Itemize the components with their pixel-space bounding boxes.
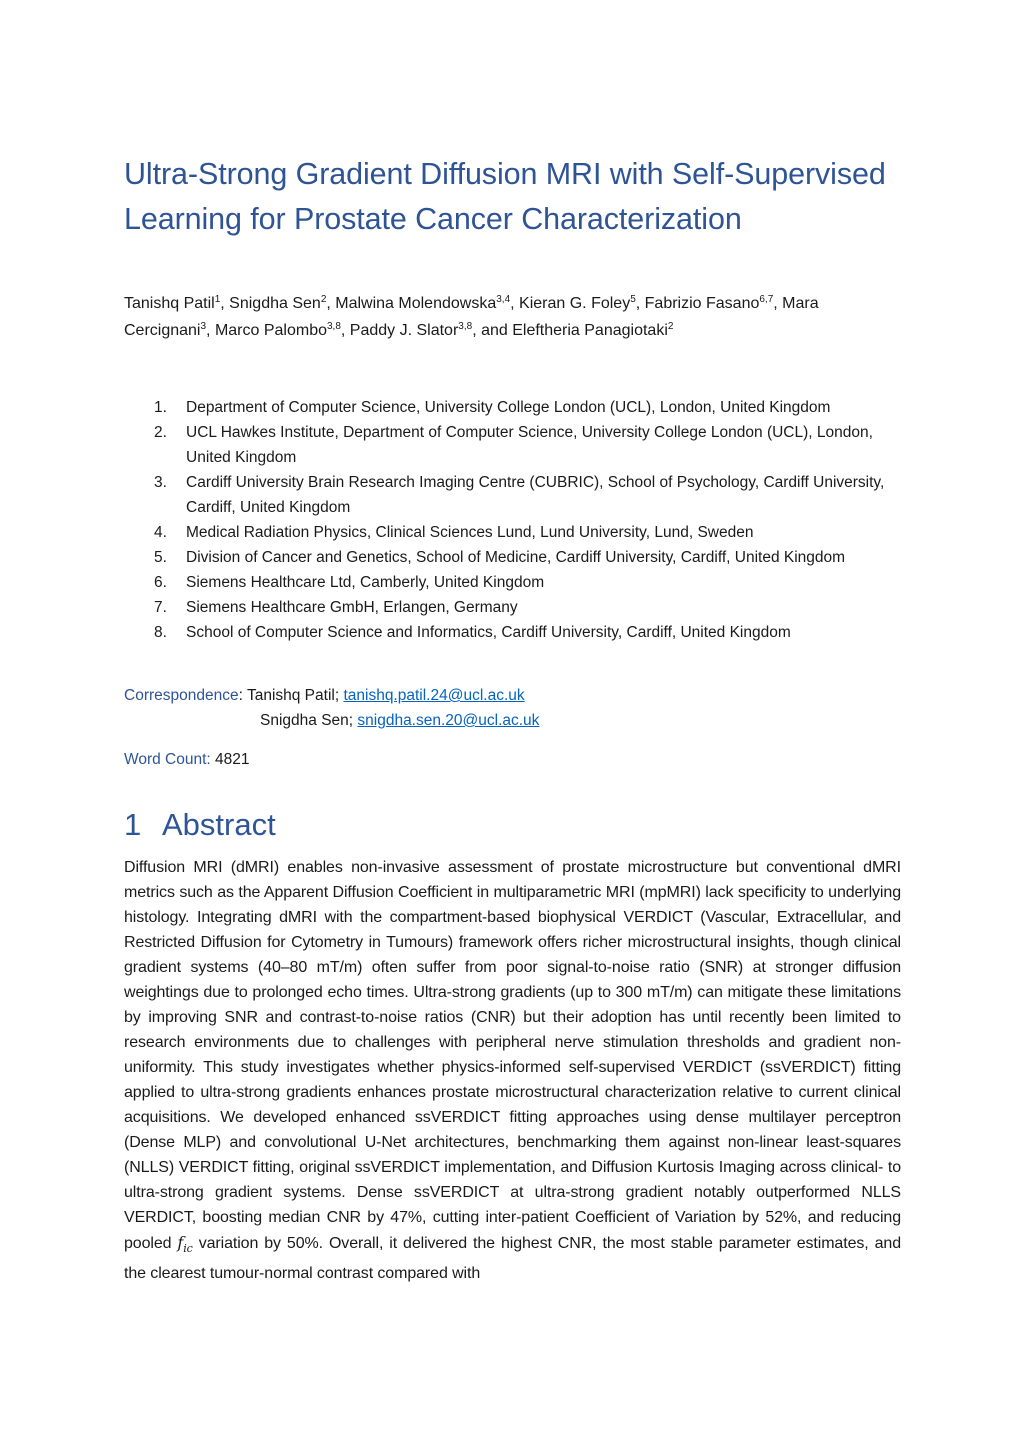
- author-separator: ,: [206, 322, 215, 339]
- affiliation-item: [124, 595, 901, 620]
- affiliation-text: Cardiff University Brain Research Imaging Centre (CUBRIC), School of Psychology, Cardiff University, Cardiff, United Kingdom: [186, 474, 885, 516]
- author-name: Kieran G. Foley: [519, 295, 631, 312]
- word-count-value: 4821: [215, 751, 250, 768]
- abstract-paragraph: [124, 855, 901, 1286]
- author-name: Tanishq Patil: [124, 295, 215, 312]
- affiliation-text: Siemens Healthcare GmbH, Erlangen, Germany: [186, 599, 518, 616]
- affiliation-list: [124, 395, 901, 645]
- math-symbol: f: [177, 1233, 184, 1252]
- section-title: Abstract: [162, 807, 276, 842]
- email-link-1[interactable]: tanishq.patil.24@ucl.ac.uk: [343, 687, 525, 704]
- author-affiliation-marker: 2: [667, 321, 674, 332]
- author-affiliation-marker: 5: [630, 294, 636, 305]
- math-f-ic: [177, 1233, 193, 1256]
- author-name: Fabrizio Fasano: [644, 295, 760, 312]
- affiliation-text: Siemens Healthcare Ltd, Camberly, United Kingdom: [186, 574, 545, 591]
- author-affiliation-marker: 1: [214, 294, 221, 305]
- author-name: Marco Palombo: [214, 322, 327, 339]
- word-count: [124, 747, 250, 772]
- author-name: Malwina Molendowska: [335, 295, 497, 312]
- author-separator: ,: [340, 322, 350, 339]
- affiliation-text: Medical Radiation Physics, Clinical Sciences Lund, Lund University, Lund, Sweden: [186, 524, 754, 541]
- affiliation-text: UCL Hawkes Institute, Department of Computer Science, University College London (UCL), London, United Kingdom: [186, 424, 873, 466]
- author-list: [124, 290, 901, 344]
- affiliation-number: 5.: [154, 549, 167, 566]
- affiliation-number: 4.: [154, 524, 167, 541]
- word-count-label: Word Count:: [124, 751, 211, 768]
- author-separator: ,: [220, 295, 230, 312]
- author-separator: ,: [773, 295, 783, 312]
- correspondence-block: [124, 683, 901, 733]
- author-name: Mara Cercignani: [124, 295, 819, 339]
- paper-title: [124, 152, 924, 242]
- author-affiliation-marker: 3,8: [326, 321, 341, 332]
- affiliation-number: 7.: [154, 599, 167, 616]
- author-separator: ,: [326, 295, 336, 312]
- correspondence-name-2: Snigdha Sen;: [260, 712, 358, 729]
- author-affiliation-marker: 3,8: [458, 321, 473, 332]
- author-affiliation-marker: 2: [320, 294, 327, 305]
- affiliation-item: [124, 570, 901, 595]
- correspondence-name-1: Tanishq Patil;: [246, 687, 344, 704]
- affiliation-item: [124, 420, 901, 470]
- author-name: Snigdha Sen: [229, 295, 321, 312]
- author-affiliation-marker: 3,4: [496, 294, 511, 305]
- abstract-text-part-1: Diffusion MRI (dMRI) enables non-invasive assessment of prostate microstructure but conventional dMRI metrics such as the Apparent Diffusion Coefficient in multiparametric MRI (mpMRI) lack specificity to underlying histology. Integrating dMRI with the compartment-based biophysical VERDICT (Vascular, Extracellular, and Restricted Diffusion for Cytometry in Tumours) framework offers richer microstructural insights, though clinical gradient systems (40–80 mT/m) often suffer from poor signal-to-noise ratio (SNR) at stronger diffusion weightings due to prolonged echo times. Ultra-strong gradients (up to 300 mT/m) can mitigate these limitations by improving SNR and contrast-to-noise ratios (CNR) but their adoption has until recently been limited to research environments due to challenges with peripheral nerve stimulation thresholds and gradient non-uniformity. This study investigates whether physics-informed self-supervised VERDICT (ssVERDICT) fitting applied to ultra-strong gradients enhances prostate microstructural characterization relative to current clinical acquisitions. We developed enhanced ssVERDICT fitting approaches using dense multilayer perceptron (Dense MLP) and convolutional U-Net architectures, benchmarking them against non-linear least-squares (NLLS) VERDICT fitting, original ssVERDICT implementation, and Diffusion Kurtosis Imaging across clinical- to ultra-strong gradient systems. Dense ssVERDICT at ultra-strong gradient notably outperformed NLLS VERDICT, boosting median CNR by 47%, cutting inter-patient Coefficient of Variation by 52%, and reducing pooled: [124, 859, 901, 1252]
- affiliation-item: [124, 620, 901, 645]
- author-name: Eleftheria Panagiotaki: [512, 322, 668, 339]
- correspondence-row-2: [124, 708, 901, 733]
- affiliation-number: 2.: [154, 424, 167, 441]
- affiliation-item: [124, 395, 901, 420]
- title-line-2: Learning for Prostate Cancer Characterization: [124, 202, 742, 236]
- affiliation-number: 1.: [154, 399, 167, 416]
- affiliation-text: Department of Computer Science, University College London (UCL), London, United Kingdom: [186, 399, 831, 416]
- author-connector: and: [481, 322, 513, 339]
- correspondence-row-1: [124, 683, 901, 708]
- author-affiliation-marker: 6,7: [759, 294, 774, 305]
- math-subscript: ic: [183, 1242, 193, 1256]
- affiliation-item: [124, 545, 901, 570]
- author-separator: ,: [510, 295, 520, 312]
- affiliation-item: [124, 470, 901, 520]
- correspondence-label: Correspondence: [124, 687, 239, 704]
- author-affiliation-marker: 3: [200, 321, 207, 332]
- affiliation-text: Division of Cancer and Genetics, School of Medicine, Cardiff University, Cardiff, United Kingdom: [186, 549, 846, 566]
- section-heading-abstract: [124, 804, 276, 846]
- email-link-2[interactable]: snigdha.sen.20@ucl.ac.uk: [357, 712, 540, 729]
- affiliation-number: 3.: [154, 474, 167, 491]
- affiliation-number: 6.: [154, 574, 167, 591]
- author-name: Paddy J. Slator: [349, 322, 459, 339]
- title-line-1: Ultra-Strong Gradient Diffusion MRI with Self-Supervised: [124, 157, 886, 191]
- abstract-text-part-2: variation by 50%. Overall, it delivered the highest CNR, the most stable parameter estimates, and the clearest tumour-normal contrast compared with: [124, 1235, 901, 1283]
- author-separator: ,: [472, 322, 482, 339]
- affiliation-text: School of Computer Science and Informatics, Cardiff University, Cardiff, United Kingdom: [186, 624, 791, 641]
- correspondence-colon: :: [238, 687, 243, 704]
- author-separator: ,: [635, 295, 645, 312]
- section-number: 1: [124, 807, 142, 842]
- affiliation-item: [124, 520, 901, 545]
- affiliation-number: 8.: [154, 624, 167, 641]
